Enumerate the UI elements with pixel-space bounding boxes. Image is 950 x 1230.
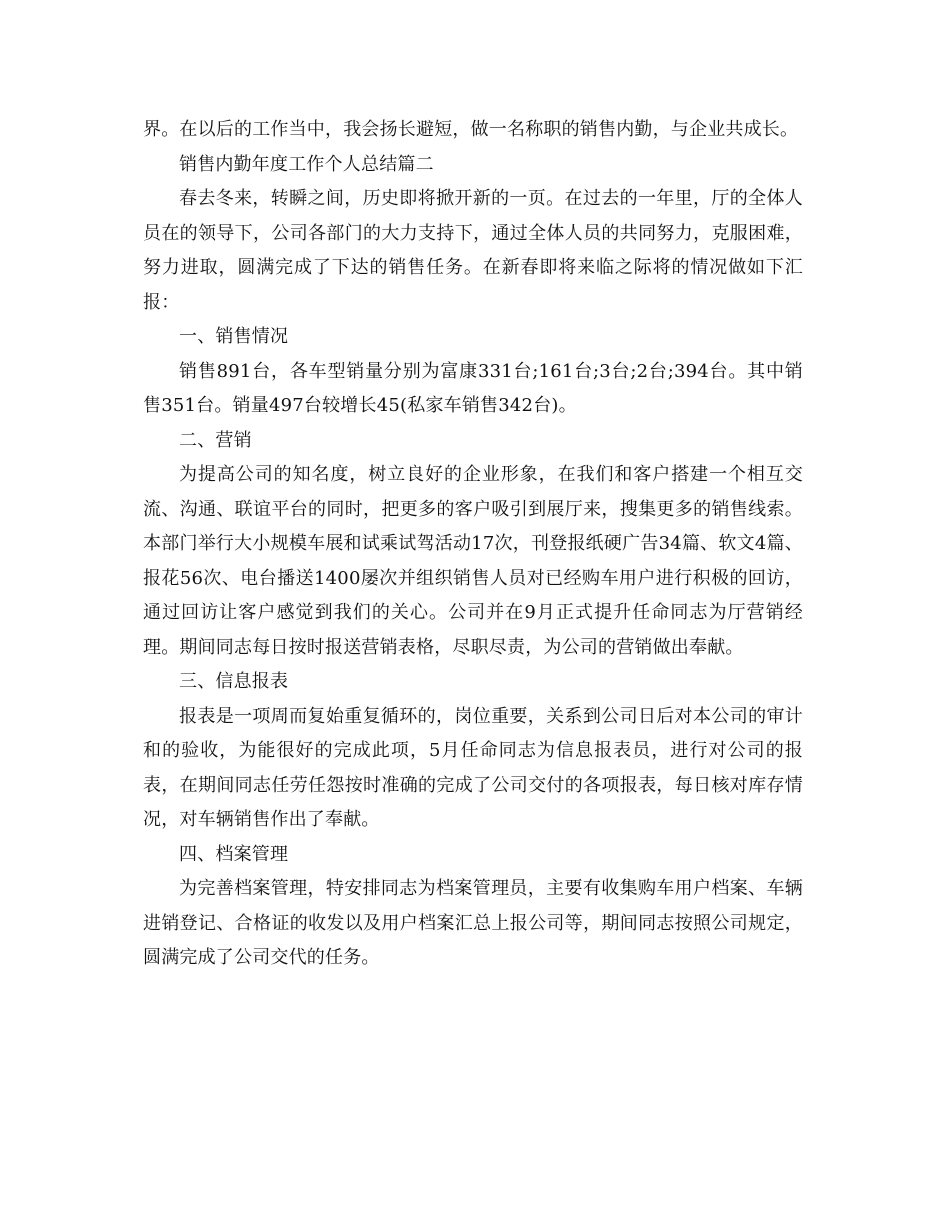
heading-marketing: 二、营销: [179, 429, 252, 451]
paragraph-marketing: 为提高公司的知名度，树立良好的企业形象，在我们和客户搭建一个相互交流、沟通、联谊平台的同时，把更多的客户吸引到展厅来，搜集更多的销售线索。本部门举行大小规模车展和试乘试驾活动17次，刊登报纸硬广告34篇、软文4篇、报花56次、电台播送1400屡次并组织销售人员对已经购车用户进行积极的回访，通过回访让客户感觉到我们的关心。公司并在9月正式提升任命同志为厅营销经理。期间同志每日按时报送营销表格，尽职尽责，为公司的营销做出奉献。: [143, 464, 803, 658]
paragraph-reports: 报表是一项周而复始重复循环的，岗位重要，关系到公司日后对本公司的审计和的验收，为能很好的完成此项，5月任命同志为信息报表员，进行对公司的报表，在期间同志任劳任怨按时准确的完成了公司交付的各项报表，每日核对库存情况，对车辆销售作出了奉献。: [143, 705, 803, 830]
paragraph-continuation: 界。在以后的工作当中，我会扬长避短，做一名称职的销售内勤，与企业共成长。: [143, 119, 799, 140]
section-title: 销售内勤年度工作个人总结篇二: [179, 153, 434, 175]
paragraph-archives: 为完善档案管理，特安排同志为档案管理员，主要有收集购车用户档案、车辆进销登记、合格证的收发以及用户档案汇总上报公司等，期间同志按照公司规定，圆满完成了公司交代的任务。: [143, 878, 803, 968]
heading-reports: 三、信息报表: [179, 671, 289, 692]
heading-archives: 四、档案管理: [179, 843, 289, 865]
paragraph-sales: 销售891台，各车型销量分别为富康331台;161台;3台;2台;394台。其中销售351台。销量497台较增长45(私家车销售342台)。: [143, 360, 803, 416]
paragraph-intro: 春去冬来，转瞬之间，历史即将掀开新的一页。在过去的一年里，厅的全体人员在的领导下，公司各部门的大力支持下，通过全体人员的共同努力，克服困难，努力进取，圆满完成了下达的销售任务。在新春即将来临之际将的情况做如下汇报：: [143, 188, 803, 313]
heading-sales: 一、销售情况: [179, 326, 289, 347]
document-body: [143, 113, 803, 976]
